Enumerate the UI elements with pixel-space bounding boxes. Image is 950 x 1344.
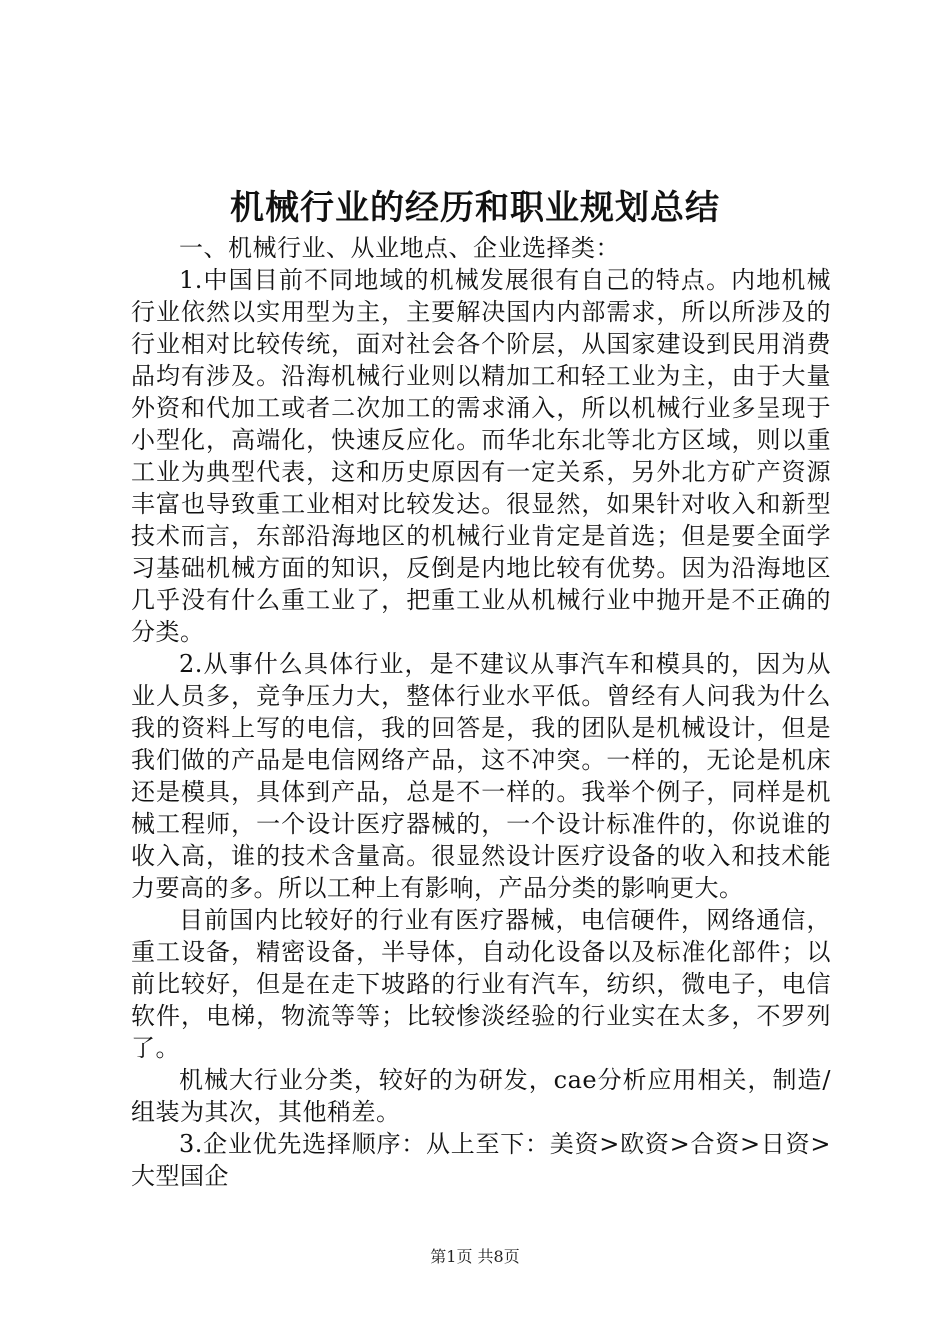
paragraph-4: 机械大行业分类，较好的为研发，cae分析应用相关，制造/组装为其次，其他稍差。	[131, 1066, 831, 1126]
page-footer: 第1页 共8页	[430, 1247, 520, 1266]
paragraph-5: 3.企业优先选择顺序：从上至下：美资>欧资>合资>日资>大型国企	[131, 1130, 831, 1190]
paragraph-2: 2.从事什么具体行业，是不建议从事汽车和模具的，因为从业人员多，竞争压力大，整体行业水平低。曾经有人问我为什么我的资料上写的电信，我的回答是，我的团队是机械设计，但是我们做的产品是电信网络产品，这不冲突。一样的，无论是机床还是模具，具体到产品，总是不一样的。我举个例子，同样是机械工程师，一个设计医疗器械的，一个设计标准件的，你说谁的收入高，谁的技术含量高。很显然设计医疗设备的收入和技术能力要高的多。所以工种上有影响，产品分类的影响更大。	[131, 650, 831, 902]
paragraph-3: 目前国内比较好的行业有医疗器械，电信硬件，网络通信，重工设备，精密设备，半导体，自动化设备以及标准化部件；以前比较好，但是在走下坡路的行业有汽车，纺织，微电子，电信软件，电梯，物流等等；比较惨淡经验的行业实在太多，不罗列了。	[131, 906, 831, 1062]
document-title: 机械行业的经历和职业规划总结	[230, 188, 720, 228]
document-body	[131, 232, 831, 1192]
section-heading: 一、机械行业、从业地点、企业选择类：	[179, 234, 620, 262]
paragraph-1: 1.中国目前不同地域的机械发展很有自己的特点。内地机械行业依然以实用型为主，主要解决国内内部需求，所以所涉及的行业相对比较传统，面对社会各个阶层，从国家建设到民用消费品均有涉及。沿海机械行业则以精加工和轻工业为主，由于大量外资和代加工或者二次加工的需求涌入，所以机械行业多呈现于小型化，高端化，快速反应化。而华北东北等北方区域，则以重工业为典型代表，这和历史原因有一定关系，另外北方矿产资源丰富也导致重工业相对比较发达。很显然，如果针对收入和新型技术而言，东部沿海地区的机械行业肯定是首选；但是要全面学习基础机械方面的知识，反倒是内地比较有优势。因为沿海地区几乎没有什么重工业了，把重工业从机械行业中抛开是不正确的分类。	[131, 266, 831, 646]
